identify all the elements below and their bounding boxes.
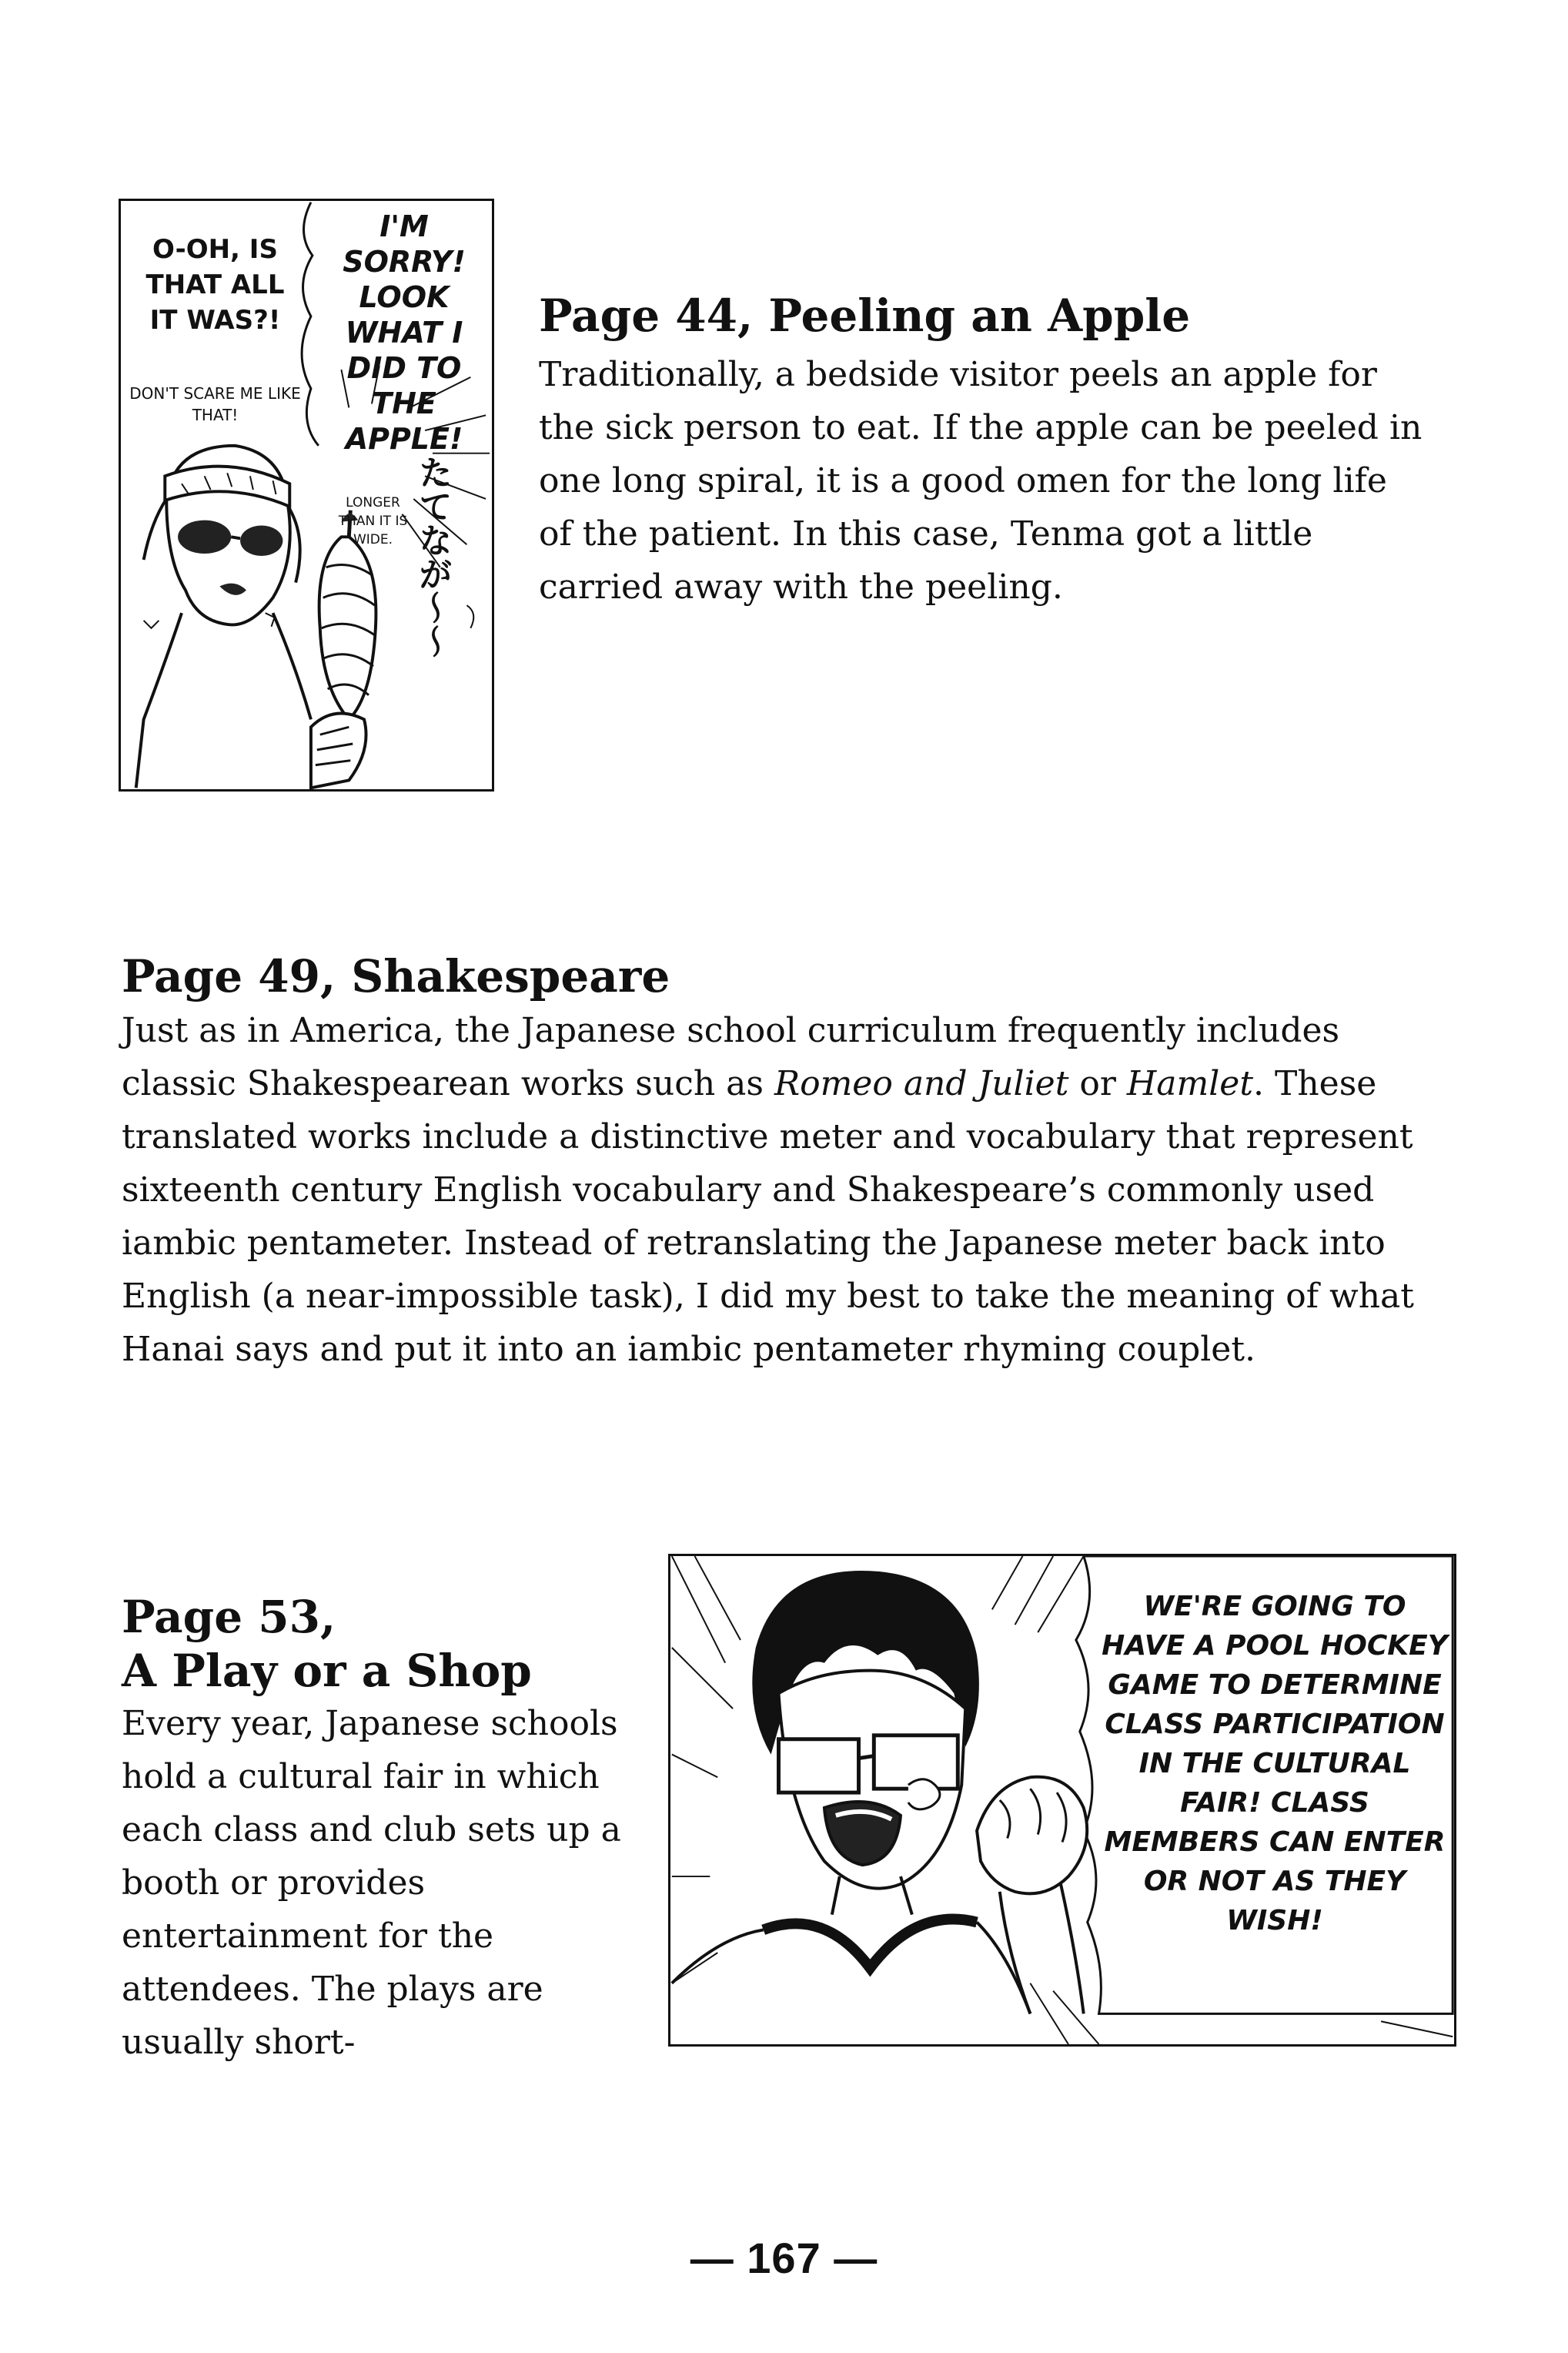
page-number: — 167 — — [690, 2234, 878, 2282]
title-romeo-and-juliet: Romeo and Juliet — [774, 1064, 1069, 1103]
body-text-part: . These translated works include a distinctive meter and vocabulary that represent sixteenth century English vocabulary and Shakespeare’s commonly used iambic pentameter. Instead of retranslating the Japanese meter back into English (a near-impossible task), I did my best to take the meaning of what Hanai says and put it into an iambic pentameter rhyming couplet. — [122, 1064, 1414, 1369]
manga-panel-hockey — [668, 1554, 1456, 2047]
manga-panel-apple — [119, 199, 494, 792]
body-text-part: or — [1068, 1064, 1127, 1103]
section-heading-shakespeare: Page 49, Shakespeare — [122, 950, 670, 1002]
bubble-hockey-text: WE'RE GOING TO HAVE A POOL HOCKEY GAME TO DETERMINE CLASS PARTICIPATION IN THE CULTURAL FAIR! CLASS MEMBERS CAN ENTER OR NOT AS THEY WISH! — [1102, 1591, 1448, 1936]
section-heading-play-line2: A Play or a Shop — [122, 1645, 532, 1697]
bubble-left-text: O-OH, IS THAT ALL IT WAS?! — [145, 234, 285, 336]
section-heading-play-line1: Page 53, — [122, 1591, 336, 1643]
section-heading-apple: Page 44, Peeling an Apple — [539, 290, 1191, 342]
sfx-text: たてなが～～ — [413, 455, 452, 658]
body-text-part: Just as in America, the Japanese school curriculum frequently includes classic Shakespearean works such as — [122, 1011, 1340, 1103]
bubble-right-text: I'M SORRY! LOOK WHAT I DID TO THE APPLE! — [343, 209, 466, 456]
section-body-apple: Traditionally, a bedside visitor peels an apple for the sick person to eat. If the apple can be peeled in one long spiral, it is a good omen for the long life of the patient. In this case, Tenma got a little carried away with the peeling. — [539, 355, 1423, 607]
section-body-play: Every year, Japanese schools hold a cultural fair in which each class and club sets up a booth or provides entertainment for the attendees. The plays are usually short- — [122, 1704, 621, 2062]
section-body-shakespeare — [122, 1004, 1423, 1376]
title-hamlet: Hamlet — [1126, 1064, 1254, 1103]
panel-note-text: LONGER THAN IT IS WIDE. — [338, 495, 408, 547]
bubble-left-small-text: DON'T SCARE ME LIKE THAT! — [129, 384, 301, 424]
